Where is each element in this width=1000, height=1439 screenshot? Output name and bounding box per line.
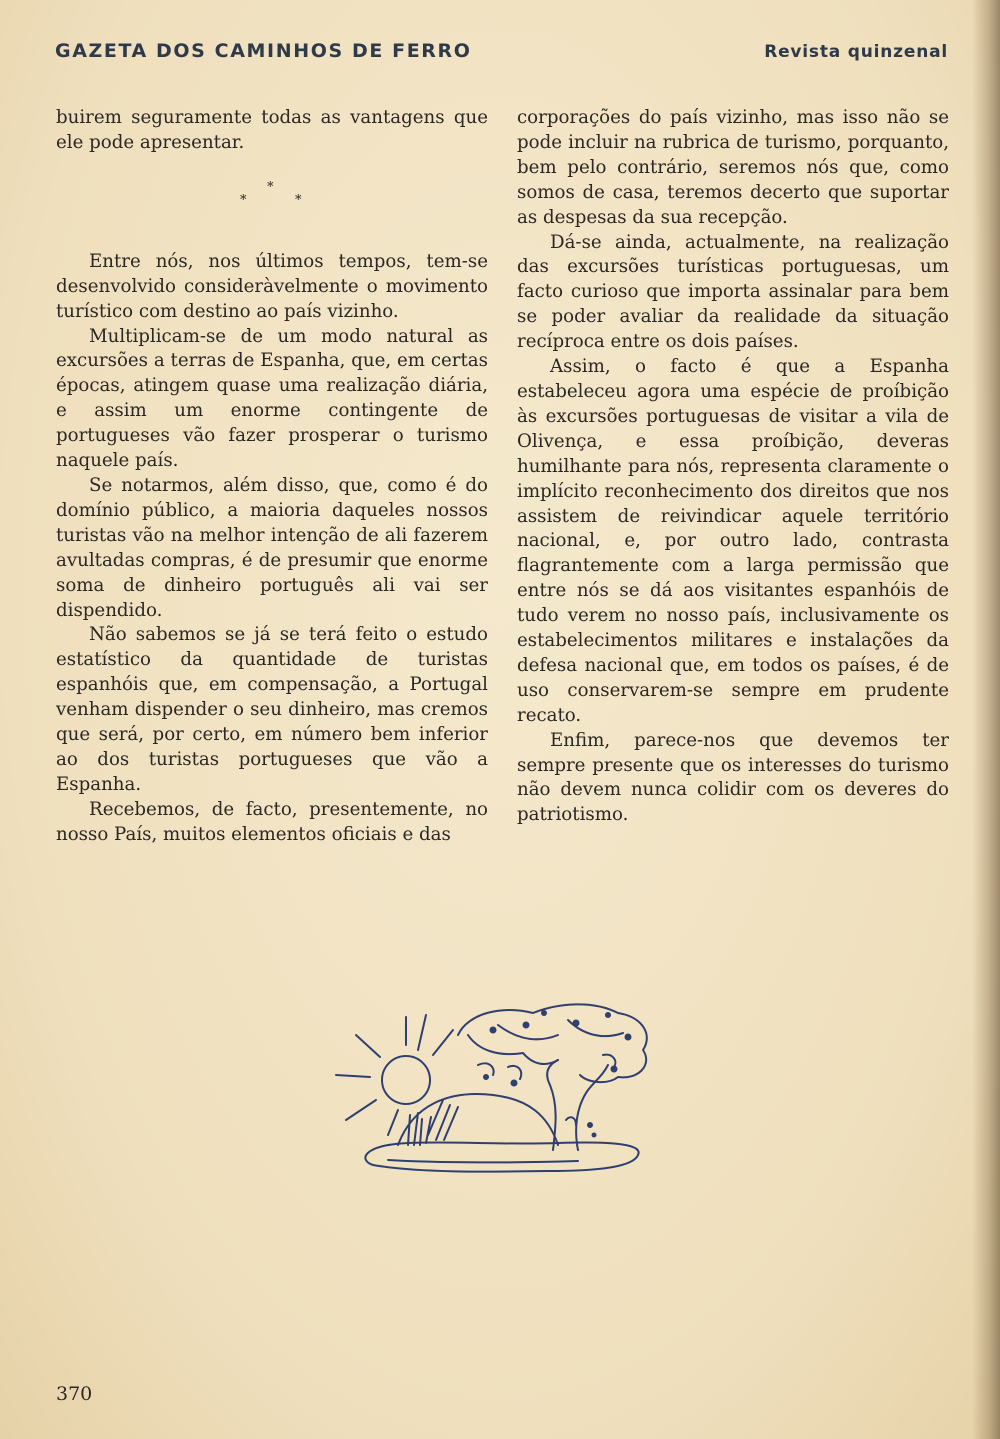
section-separator: * * *: [240, 179, 302, 208]
paragraph: Enfim, parece-nos que devemos ter sempre presente que os interesses do turismo não devem nunca colidir com os deveres do patriotismo.: [517, 729, 949, 826]
paragraph: Dá-se ainda, actualmente, na realização das excursões turísticas portuguesas, um facto curioso que importa assinalar para bem se poder avaliar da realidade da situação recíproca entre os dois países.: [517, 231, 949, 353]
paragraph: corporações do país vizinho, mas isso não se pode incluir na rubrica de turismo, porquanto, bem pelo contrário, seremos nós que, como somos de casa, teremos decerto que suportar as despesas da sua recepção.: [517, 107, 949, 228]
sun-tree-landscape-icon: [318, 995, 663, 1180]
journal-title: GAZETA DOS CAMINHOS DE FERRO: [55, 40, 472, 62]
paragraph: Multiplicam-se de um modo natural as excursões a terras de Espanha, que, em certas épocas, atingem quase uma realização diária, e assim um enorme contingente de portugueses vão fazer prosperar o turismo naquele país.: [56, 325, 488, 472]
page-edge-shadow: [972, 0, 1000, 1439]
right-column: [517, 106, 949, 828]
paragraph: buirem seguramente todas as vantagens que ele pode apresentar.: [56, 107, 488, 153]
paragraph: Assim, o facto é que a Espanha estabeleceu agora uma espécie de proíbição às excursões portuguesas de visitar a vila de Olivença, e essa proíbição, deveras humilhante para nós, representa claramente o implícito reconhecimento dos direitos que nos assistem de reivindicar aquele território nacional, e, por outro lado, contrasta flagrantemente com a larga permissão que entre nós se dá aos visitantes espanhóis de tudo verem no nosso país, inclusivamente os estabelecimentos militares e instalações da defesa nacional que, em todos os países, é de uso conservarem-se sempre em prudente recato.: [517, 356, 949, 726]
journal-subtitle: Revista quinzenal: [764, 42, 948, 62]
paragraph: Não sabemos se já se terá feito o estudo estatístico da quantidade de turistas espanhóis que, em compensação, a Portugal venham dispender o seu dinheiro, mas cremos que será, por certo, em número bem inferior ao dos turistas portugueses que vão a Espanha.: [56, 624, 488, 795]
left-column: [56, 106, 488, 848]
paragraph: Recebemos, de facto, presentemente, no nosso País, muitos elementos oficiais e das: [56, 798, 488, 845]
paragraph: Se notarmos, além disso, que, como é do domínio público, a maioria daqueles nossos turistas vão na melhor intenção de ali fazerem avultadas compras, é de presumir que enorme soma de dinheiro português ali vai ser dispendido.: [56, 474, 488, 621]
page-number: 370: [56, 1383, 93, 1405]
running-header: [55, 40, 948, 70]
paragraph: Entre nós, nos últimos tempos, tem-se desenvolvido consideràvelmente o movimento turístico com destino ao país vizinho.: [56, 250, 488, 322]
